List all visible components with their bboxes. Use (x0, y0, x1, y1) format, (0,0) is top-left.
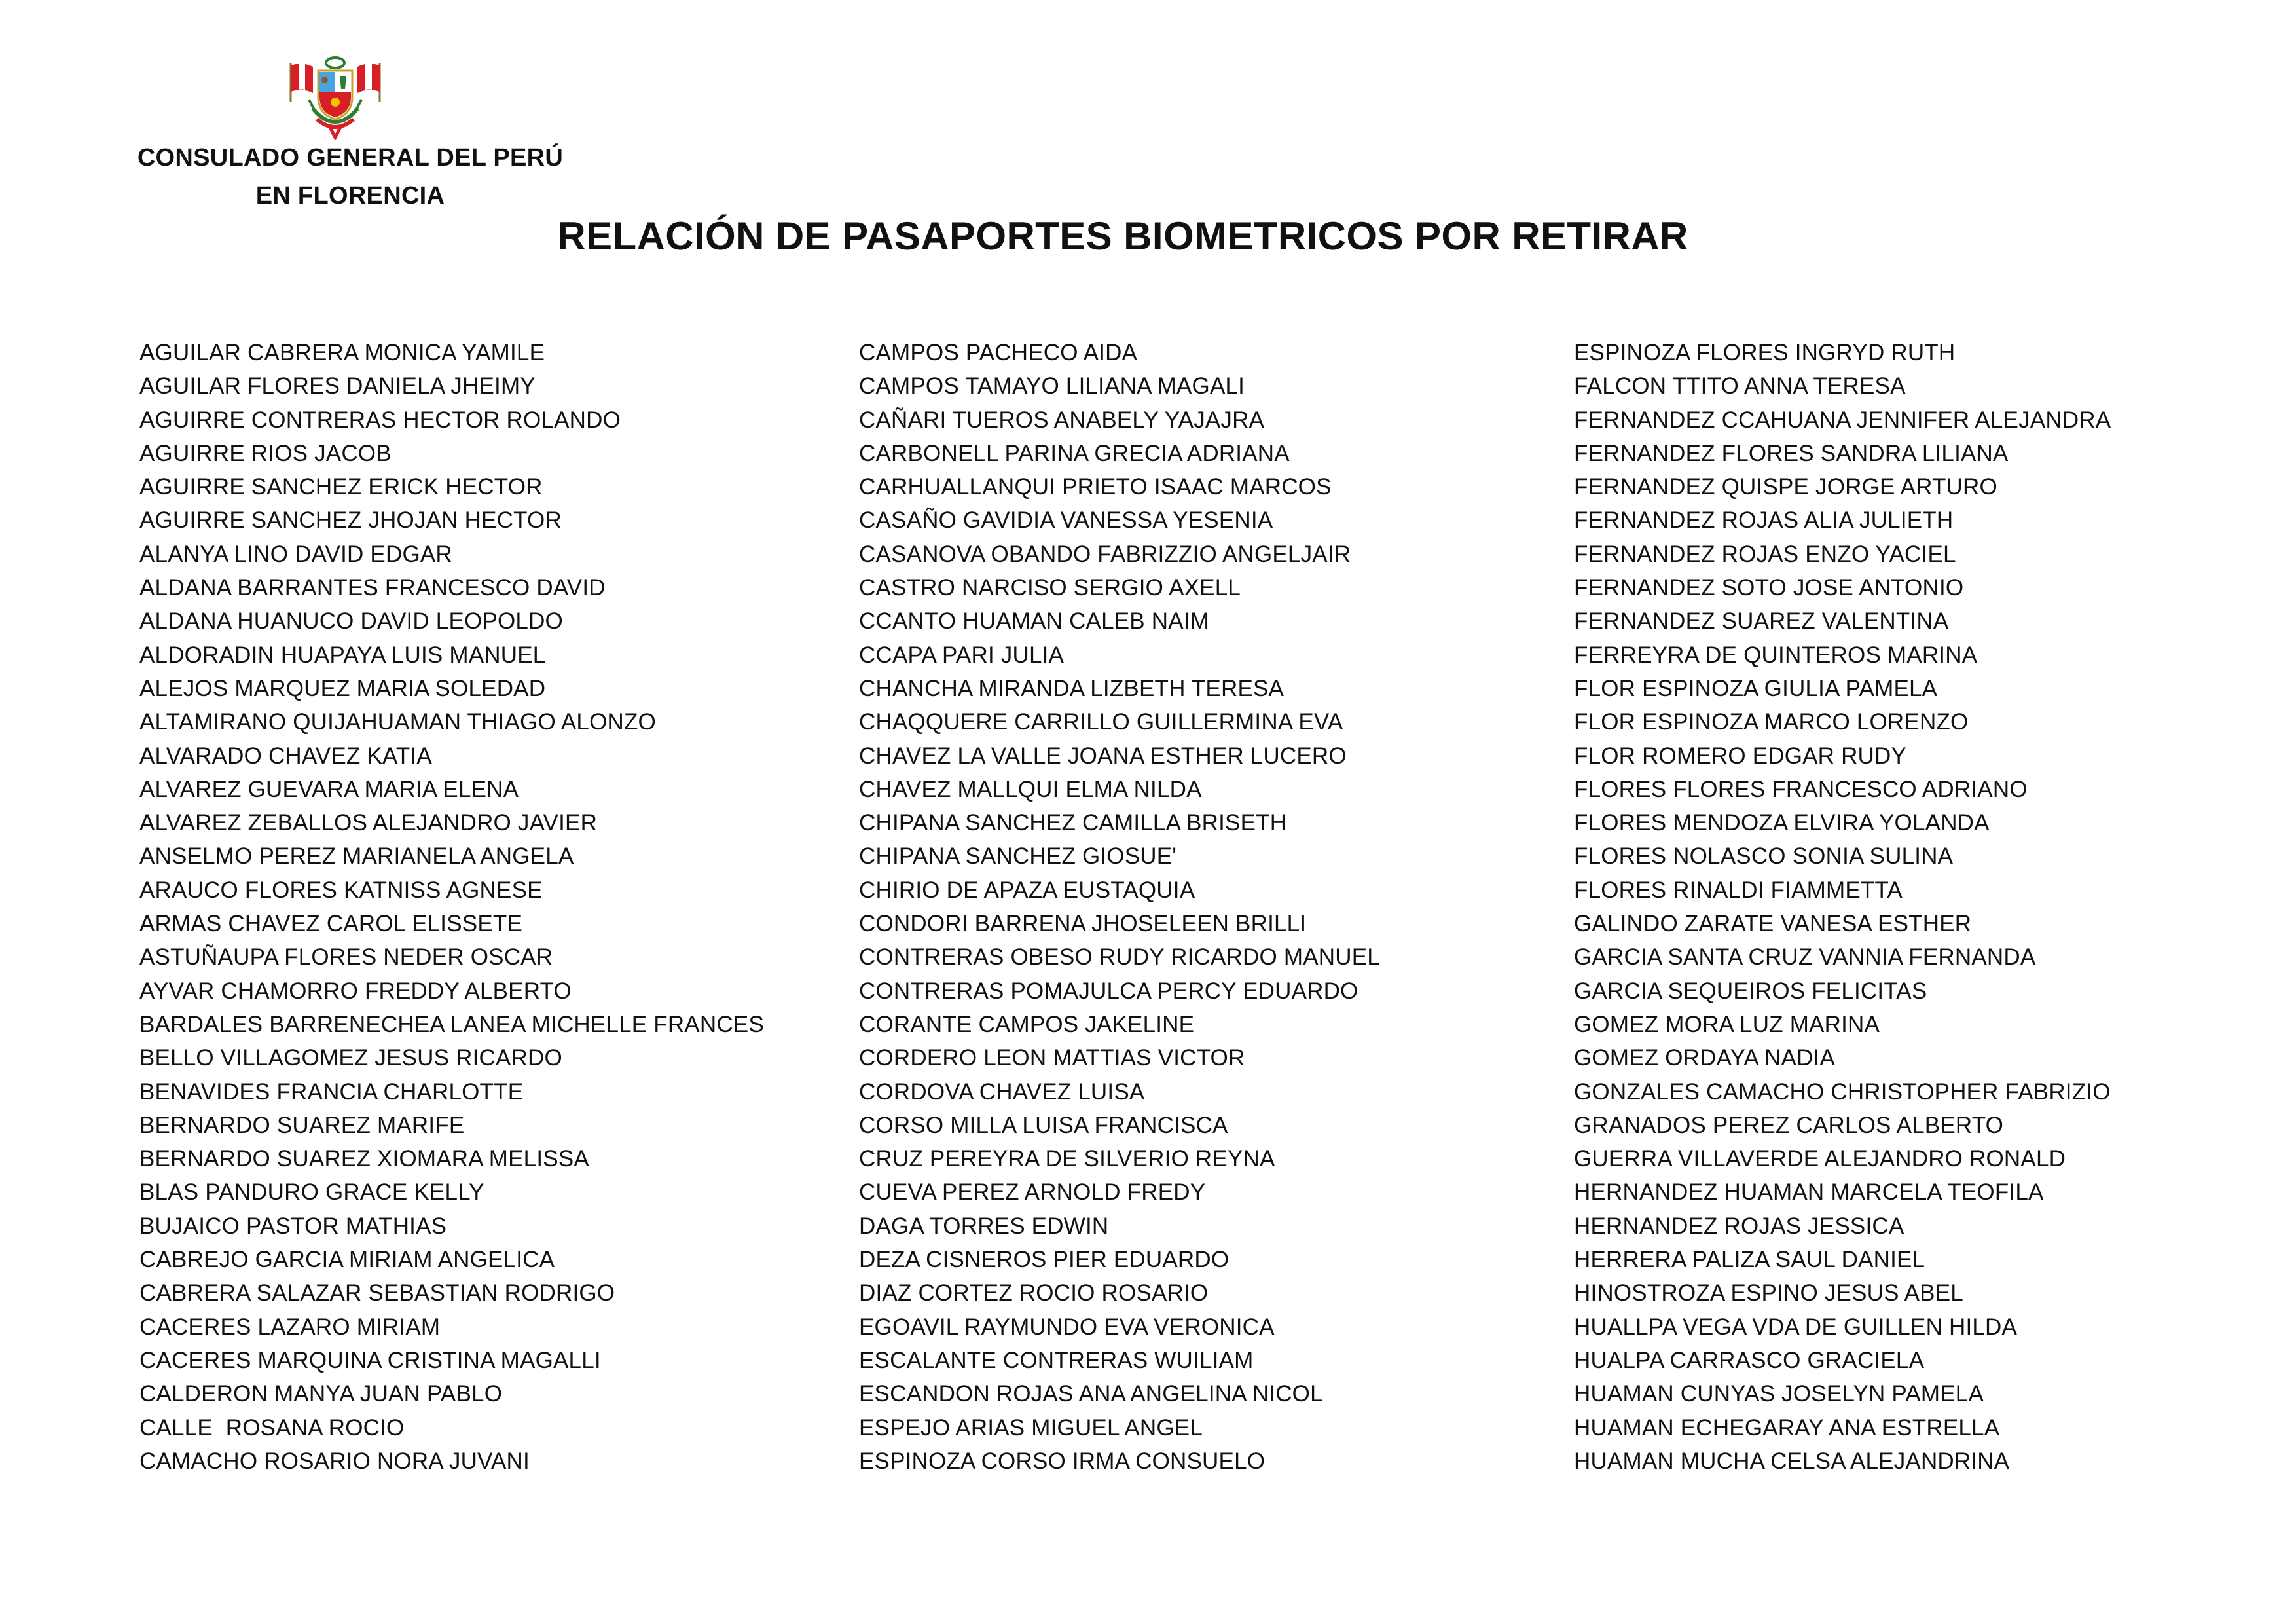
name-entry: HERRERA PALIZA SAUL DANIEL (1574, 1247, 1925, 1273)
name-entry: CHAVEZ LA VALLE JOANA ESTHER LUCERO (859, 743, 1347, 769)
name-entry: DAGA TORRES EDWIN (859, 1213, 1109, 1239)
name-entry: GARCIA SEQUEIROS FELICITAS (1574, 978, 1927, 1004)
name-entry: CHIPANA SANCHEZ GIOSUE' (859, 843, 1177, 870)
name-entry: GARCIA SANTA CRUZ VANNIA FERNANDA (1574, 944, 2036, 970)
name-entry: FLOR ROMERO EDGAR RUDY (1574, 743, 1907, 769)
consulate-name-line1: CONSULADO GENERAL DEL PERÚ (137, 144, 564, 172)
name-entry: CORANTE CAMPOS JAKELINE (859, 1011, 1195, 1037)
name-entry: AGUIRRE SANCHEZ JHOJAN HECTOR (139, 507, 562, 534)
name-entry: AYVAR CHAMORRO FREDDY ALBERTO (139, 978, 572, 1004)
names-column-1 (139, 336, 833, 1478)
name-entry: CONTRERAS POMAJULCA PERCY EDUARDO (859, 978, 1358, 1004)
name-entry: CORDOVA CHAVEZ LUISA (859, 1079, 1145, 1105)
name-entry: FERREYRA DE QUINTEROS MARINA (1574, 642, 1978, 668)
name-entry: HUALPA CARRASCO GRACIELA (1574, 1347, 1925, 1373)
name-entry: BERNARDO SUAREZ MARIFE (139, 1112, 465, 1138)
name-entry: BELLO VILLAGOMEZ JESUS RICARDO (139, 1045, 562, 1071)
name-entry: ARMAS CHAVEZ CAROL ELISSETE (139, 911, 522, 937)
name-entry: FLORES NOLASCO SONIA SULINA (1574, 843, 1954, 870)
name-entry: GOMEZ MORA LUZ MARINA (1574, 1011, 1880, 1037)
name-entry: HERNANDEZ HUAMAN MARCELA TEOFILA (1574, 1179, 2044, 1206)
name-entry: CAMPOS TAMAYO LILIANA MAGALI (859, 373, 1245, 399)
name-entry: DIAZ CORTEZ ROCIO ROSARIO (859, 1280, 1209, 1306)
name-entry: CUEVA PEREZ ARNOLD FREDY (859, 1179, 1206, 1206)
name-entry: AGUIRRE CONTRERAS HECTOR ROLANDO (139, 407, 621, 433)
name-entry: ANSELMO PEREZ MARIANELA ANGELA (139, 843, 574, 870)
name-entry: ALVARADO CHAVEZ KATIA (139, 743, 432, 769)
name-entry: HUAMAN MUCHA CELSA ALEJANDRINA (1574, 1448, 2010, 1474)
name-entry: CAMACHO ROSARIO NORA JUVANI (139, 1448, 530, 1474)
name-entry: CAÑARI TUEROS ANABELY YAJAJRA (859, 407, 1265, 433)
name-entry: HINOSTROZA ESPINO JESUS ABEL (1574, 1280, 1963, 1306)
names-column-3 (1574, 336, 2287, 1478)
name-entry: FERNANDEZ FLORES SANDRA LILIANA (1574, 440, 2009, 466)
name-entry: FERNANDEZ ROJAS ENZO YACIEL (1574, 541, 1956, 567)
peru-coat-of-arms-icon (283, 56, 388, 140)
name-entry: CCANTO HUAMAN CALEB NAIM (859, 608, 1210, 635)
name-entry: AGUIRRE RIOS JACOB (139, 440, 392, 466)
name-entry: ALANYA LINO DAVID EDGAR (139, 541, 452, 567)
name-entry: CARBONELL PARINA GRECIA ADRIANA (859, 440, 1290, 466)
name-entry: CACERES MARQUINA CRISTINA MAGALLI (139, 1347, 601, 1373)
name-entry: BARDALES BARRENECHEA LANEA MICHELLE FRANCES (139, 1011, 764, 1037)
name-entry: CASAÑO GAVIDIA VANESSA YESENIA (859, 507, 1273, 534)
name-entry: BUJAICO PASTOR MATHIAS (139, 1213, 447, 1239)
name-entry: CCAPA PARI JULIA (859, 642, 1065, 668)
name-entry: ARAUCO FLORES KATNISS AGNESE (139, 877, 543, 903)
name-entry: CABREJO GARCIA MIRIAM ANGELICA (139, 1247, 555, 1273)
name-entry: ALTAMIRANO QUIJAHUAMAN THIAGO ALONZO (139, 709, 656, 735)
name-entry: FLOR ESPINOZA GIULIA PAMELA (1574, 675, 1938, 701)
name-entry: FERNANDEZ ROJAS ALIA JULIETH (1574, 507, 1954, 534)
name-entry: GONZALES CAMACHO CHRISTOPHER FABRIZIO (1574, 1079, 2111, 1105)
name-entry: ESCALANTE CONTRERAS WUILIAM (859, 1347, 1254, 1373)
name-entry: FERNANDEZ CCAHUANA JENNIFER ALEJANDRA (1574, 407, 2111, 433)
name-entry: AGUILAR CABRERA MONICA YAMILE (139, 340, 545, 365)
name-entry: FLOR ESPINOZA MARCO LORENZO (1574, 709, 1969, 735)
name-entry: ESPINOZA FLORES INGRYD RUTH (1574, 340, 1956, 365)
name-entry: ALEJOS MARQUEZ MARIA SOLEDAD (139, 675, 546, 701)
name-entry: CASANOVA OBANDO FABRIZZIO ANGELJAIR (859, 541, 1351, 567)
name-entry: CORSO MILLA LUISA FRANCISCA (859, 1112, 1228, 1138)
name-entry: FLORES MENDOZA ELVIRA YOLANDA (1574, 810, 1990, 836)
name-entry: CHIPANA SANCHEZ CAMILLA BRISETH (859, 810, 1287, 836)
name-entry: CALLE ROSANA ROCIO (139, 1414, 405, 1441)
names-column-2 (859, 336, 1553, 1478)
name-entry: CACERES LAZARO MIRIAM (139, 1314, 441, 1340)
name-entry: FERNANDEZ SOTO JOSE ANTONIO (1574, 575, 1964, 601)
name-entry: CABRERA SALAZAR SEBASTIAN RODRIGO (139, 1280, 615, 1306)
name-entry: ESPEJO ARIAS MIGUEL ANGEL (859, 1414, 1203, 1441)
name-entry: HUALLPA VEGA VDA DE GUILLEN HILDA (1574, 1314, 2018, 1340)
name-entry: CONDORI BARRENA JHOSELEEN BRILLI (859, 911, 1307, 937)
name-entry: GUERRA VILLAVERDE ALEJANDRO RONALD (1574, 1146, 2066, 1172)
name-entry: CHIRIO DE APAZA EUSTAQUIA (859, 877, 1195, 903)
name-entry: CALDERON MANYA JUAN PABLO (139, 1381, 503, 1407)
name-entry: CARHUALLANQUI PRIETO ISAAC MARCOS (859, 474, 1332, 500)
name-entry: FLORES FLORES FRANCESCO ADRIANO (1574, 776, 2028, 802)
name-entry: GALINDO ZARATE VANESA ESTHER (1574, 911, 1972, 937)
name-entry: ESCANDON ROJAS ANA ANGELINA NICOL (859, 1381, 1323, 1407)
name-entry: HERNANDEZ ROJAS JESSICA (1574, 1213, 1904, 1239)
name-entry: GRANADOS PEREZ CARLOS ALBERTO (1574, 1112, 2004, 1138)
name-entry: BLAS PANDURO GRACE KELLY (139, 1179, 484, 1206)
name-entry: CHAQQUERE CARRILLO GUILLERMINA EVA (859, 709, 1343, 735)
name-entry: ALDANA HUANUCO DAVID LEOPOLDO (139, 608, 563, 635)
name-entry: AGUIRRE SANCHEZ ERICK HECTOR (139, 474, 543, 500)
name-entry: ALVAREZ GUEVARA MARIA ELENA (139, 776, 519, 802)
name-entry: CHANCHA MIRANDA LIZBETH TERESA (859, 675, 1285, 701)
name-entry: BENAVIDES FRANCIA CHARLOTTE (139, 1079, 524, 1105)
name-entry: ALDANA BARRANTES FRANCESCO DAVID (139, 575, 606, 601)
name-entry: CHAVEZ MALLQUI ELMA NILDA (859, 776, 1202, 802)
name-entry: GOMEZ ORDAYA NADIA (1574, 1045, 1836, 1071)
consulate-name-line2: EN FLORENCIA (255, 182, 445, 210)
name-entry: CRUZ PEREYRA DE SILVERIO REYNA (859, 1146, 1275, 1172)
name-entry: ALVAREZ ZEBALLOS ALEJANDRO JAVIER (139, 810, 598, 836)
name-entry: BERNARDO SUAREZ XIOMARA MELISSA (139, 1146, 589, 1172)
name-entry: DEZA CISNEROS PIER EDUARDO (859, 1247, 1230, 1273)
name-entry: CASTRO NARCISO SERGIO AXELL (859, 575, 1241, 601)
name-entry: CAMPOS PACHECO AIDA (859, 340, 1138, 365)
name-entry: ALDORADIN HUAPAYA LUIS MANUEL (139, 642, 546, 668)
document-title: RELACIÓN DE PASAPORTES BIOMETRICOS POR RETIRAR (557, 214, 1688, 258)
name-entry: ESPINOZA CORSO IRMA CONSUELO (859, 1448, 1266, 1474)
name-entry: HUAMAN CUNYAS JOSELYN PAMELA (1574, 1381, 1984, 1407)
name-entry: AGUILAR FLORES DANIELA JHEIMY (139, 373, 536, 399)
name-entry: FALCON TTITO ANNA TERESA (1574, 373, 1906, 399)
name-entry: CONTRERAS OBESO RUDY RICARDO MANUEL (859, 944, 1380, 970)
name-entry: EGOAVIL RAYMUNDO EVA VERONICA (859, 1314, 1275, 1340)
name-entry: FERNANDEZ QUISPE JORGE ARTURO (1574, 474, 1997, 500)
name-entry: FERNANDEZ SUAREZ VALENTINA (1574, 608, 1949, 635)
name-entry: FLORES RINALDI FIAMMETTA (1574, 877, 1903, 903)
name-entry: ASTUÑAUPA FLORES NEDER OSCAR (139, 944, 553, 970)
name-entry: CORDERO LEON MATTIAS VICTOR (859, 1045, 1245, 1071)
name-entry: HUAMAN ECHEGARAY ANA ESTRELLA (1574, 1414, 2000, 1441)
consulate-name (98, 139, 602, 215)
